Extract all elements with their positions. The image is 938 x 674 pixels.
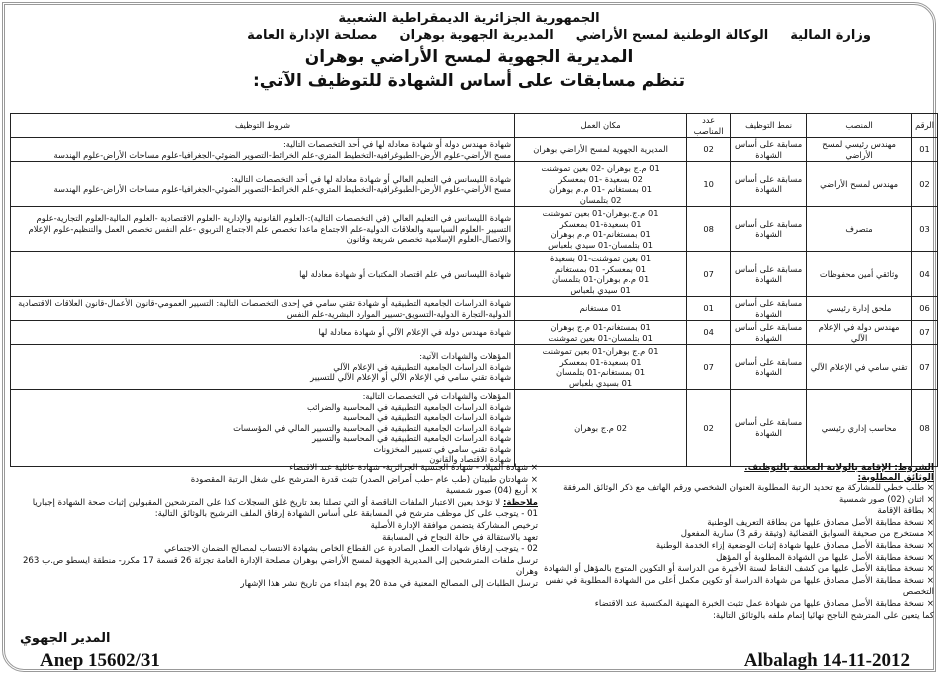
list-item: × بطاقة الإقامة [877, 506, 934, 517]
row-post: ملحق إدارة رئيسي [807, 297, 912, 321]
row-conditions: المؤهلات والشهادات في التخصصات التالية: شهادة الدراسات الجامعية التطبيقية في المحاسبة والضرائب شهادة الدراسات الجامعية التطبيقية في المحاسبة شهادة الدراسات الجامعية التطبيقية في المحاسبة والتسيير المالي في المؤسسات شهادة الدراسات الجامعية التطبيقية في المحاسبة والتسيير شهادة تقني سامي في تسيير المخزونات شهادة الاقتصاد والقانون [11, 390, 515, 467]
col-mode: نمط التوظيف [731, 114, 807, 138]
row-post: وثائقي أمين محفوظات [807, 252, 912, 297]
row-place: 01 م.ج.بوهران-01 بعين تموشنت 01 بسعيدة-01 بمعسكر 01 بمستغانم-01 م.م بوهران 01 بتلمسان-01 سيدي بلعباس [515, 207, 687, 252]
publication-date: Albalagh 14-11-2012 [743, 650, 910, 671]
row-count: 07 [687, 252, 731, 297]
row-place: 01 م.ج بوهران-01 بعين تموشنت 01 بسعيدة-01 بمعسكر 01 بمستغانم-01 بتلمسان 01 بسيدي بلعباس [515, 345, 687, 390]
table-row [11, 252, 938, 297]
note-label: ملاحظة: [502, 497, 538, 508]
requirements [539, 463, 934, 622]
col-place: مكان العمل [515, 114, 687, 138]
service: مصلحة الإدارة العامة [247, 28, 378, 43]
row-count: 01 [687, 297, 731, 321]
list-item: ترخيص المشاركة يتضمن موافقة الإدارة الأصلية [370, 520, 538, 531]
row-mode: مسابقة على أساس الشهادة [731, 345, 807, 390]
row-place: المديرية الجهوية لمسح الأراضي بوهران [515, 138, 687, 162]
row-count: 10 [687, 162, 731, 207]
table-row [11, 297, 938, 321]
row-count: 02 [687, 138, 731, 162]
list-item: كما يتعين على المترشح الناجح نهائيا إتمام ملفه بالوثائق التالية: [712, 610, 934, 621]
row-mode: مسابقة على أساس الشهادة [731, 207, 807, 252]
list-item: × شهادة الميلاد - شهادة الجنسية الجزائرية- شهادة عائلية عند الاقتضاء [289, 463, 538, 473]
requirements-title: الشروط: الإقامة بالولاية المعنية بالتوظيف. [744, 463, 934, 473]
list-item: × أربع (04) صور شمسية [445, 486, 538, 497]
row-number: 03 [912, 207, 938, 252]
ministry-line [0, 27, 938, 44]
republic-line: الجمهورية الجزائرية الديمقراطية الشعبية [338, 11, 600, 26]
col-number: الرقم [912, 114, 938, 138]
table-row [11, 321, 938, 345]
table-row [11, 345, 938, 390]
col-count: عدد المناصب [687, 114, 731, 138]
row-mode: مسابقة على أساس الشهادة [731, 297, 807, 321]
row-post: مهندس لمسح الأراضي [807, 162, 912, 207]
list-item: ترسل ملفات المترشحين إلى المديرية الجهوية لمسح الأراضي بوهران مصلحة الإدارة العامة تجزئة 26 قسمة 17 مكرر- منطقة ايسطو ص.ب 263 وهران [22, 555, 538, 578]
row-number: 04 [912, 252, 938, 297]
row-conditions: المؤهلات والشهادات الآتية: شهادة الدراسات الجامعية التطبيقية في الإعلام الآلي شهادة تقني سامي في الإعلام الآلي أو الإعلام الآلي للتسيير [11, 345, 515, 390]
list-item: × نسخة مطابقة الأصل مصادق عليها من شهادة عمل تثبت الخبرة المهنية المكتسبة عند الاقتضاء [594, 598, 934, 609]
list-item: 01 - يتوجب على كل موظف مترشح في المسابقة على أساس الشهادة إرفاق الملف الترشيح بالوثائق التالية: [154, 509, 538, 520]
positions-table [10, 113, 938, 467]
additional-info [3, 463, 538, 591]
row-number: 08 [912, 390, 938, 467]
row-conditions: شهادة الليسانس في التعليم العالي أو شهادة معادلة لها في أحد التخصصات التالية: مسح الأراضي-علوم الأرض-الطبوغرافية-التخطيط المتري-علم الخرائط-التصوير الضوئي-الجغرافيا-علوم مساحات الأراض-علوم الهندسة [11, 162, 515, 207]
row-count: 02 [687, 390, 731, 467]
agency: الوكالة الوطنية لمسح الأراضي [575, 28, 769, 43]
table-row [11, 138, 938, 162]
table-header [11, 114, 938, 138]
row-number: 07 [912, 321, 938, 345]
row-conditions: شهادة مهندس دولة في الإعلام الآلي أو شهادة معادلة لها [11, 321, 515, 345]
row-conditions: شهادة الليسانس في علم اقتصاد المكتبات أو شهادة معادلة لها [11, 252, 515, 297]
row-number: 06 [912, 297, 938, 321]
col-conditions: شروط التوظيف [11, 114, 515, 138]
row-number: 02 [912, 162, 938, 207]
list-item: × شهادتان طبيتان (طب عام -طب أمراض الصدر) تثبت قدرة المترشح على شغل الرتبة المقصودة [190, 474, 538, 485]
list-item: ترسل الطلبات إلى المصالح المعنية في مدة 20 يوم ابتداء من تاريخ نشر هذا الإشهار [240, 578, 538, 589]
row-mode: مسابقة على أساس الشهادة [731, 252, 807, 297]
ministry: وزارة المالية [790, 28, 871, 43]
list-item: تعهد بالاستقالة في حالة النجاح في المسابقة [382, 532, 538, 543]
list-item: × نسخة مطابقة الأصل مصادق عليها من بطاقة التعريف الوطنية [707, 517, 934, 528]
row-post: تقني سامي في الإعلام الآلي [807, 345, 912, 390]
row-mode: مسابقة على أساس الشهادة [731, 138, 807, 162]
note [3, 498, 538, 510]
table-row [11, 207, 938, 252]
ad-title: المديرية الجهوية لمسح الأراضي بوهران [304, 47, 634, 67]
list-item: × نسخة مطابقة الأصل عليها من كشف النقاط لسنة الأخيرة من الدراسة أو التكوين المتوج بالمؤهل أو الشهادة [544, 564, 934, 575]
row-count: 07 [687, 345, 731, 390]
row-post: مهندس رئيسي لمسح الأراضي [807, 138, 912, 162]
list-item: × اثنان (02) صور شمسية [838, 494, 934, 505]
row-post: مهندس دولة في الإعلام الآلي [807, 321, 912, 345]
header [0, 10, 938, 92]
row-place: 01 بمستغانم-01 م.ج بوهران 01 بتلمسان-01 بعين تموشنت [515, 321, 687, 345]
list-item: × مستخرج من صحيفة السوابق القضائية (وثيقة رقم 3) سارية المفعول [680, 529, 934, 540]
row-number: 01 [912, 138, 938, 162]
row-place: 01 بعين تموشنت-01 بسعيدة 01 بمعسكر- 01 بمستغانم 01 م.م بوهران-01 بتلمسان 01 سيدي بلعباس [515, 252, 687, 297]
directorate: المديرية الجهوية بوهران [399, 28, 554, 43]
documents-title: الوثائق المطلوبة: [857, 473, 934, 483]
row-conditions: شهادة الليسانس في التعليم العالي (في التخصصات التالية):-العلوم القانونية والإدارية -العلوم الاقتصادية -العلوم المالية-العلوم التجارية-علوم التسيير -العلوم السياسية والعلاقات الدولية-علم الاجتماع ماعدا تخصص علم الاجتماع التربوي -علم النفس تخصص العمل والتنظيم-علوم الإعلام والاتصال-العلوم الإسلامية تخصص شريعة وقانون [11, 207, 515, 252]
row-count: 08 [687, 207, 731, 252]
row-number: 07 [912, 345, 938, 390]
list-item: × نسخة مطابقة الأصل مصادق عليها من شهادة الدراسة أو تكوين مكمل أعلى من الشهادة المطلوبة في نفس التخصص [545, 575, 934, 598]
note-text: لا تؤخذ بعين الاعتبار الملفات الناقصة أو التي تصلنا بعد تاريخ غلق السجلات كذا على المترشحين المقبولين إثبات صحة الشهادة إجباريا [32, 497, 503, 508]
row-count: 04 [687, 321, 731, 345]
list-item: × نسخة مطابقة الأصل مصادق عليها شهادة إثبات الوضعية إزاء الخدمة الوطنية [655, 540, 934, 551]
row-place: 02 م.ج بوهران [515, 390, 687, 467]
signature: المدير الجهوي [20, 631, 111, 646]
row-place: 01 مستغانم [515, 297, 687, 321]
col-post: المنصب [807, 114, 912, 138]
row-mode: مسابقة على أساس الشهادة [731, 321, 807, 345]
list-item: 02 - يتوجب إرفاق شهادات العمل الصادرة عن القطاع الخاص بشهادة الانتساب لمصالح الضمان الاجتماعي [164, 544, 538, 555]
anep-ref: Anep 15602/31 [40, 650, 160, 671]
table-row [11, 162, 938, 207]
list-item: × طلب خطي للمشاركة مع تحديد الرتبة المطلوبة العنوان الشخصي ورقم الهاتف مع ذكر الوثائق المرفقة [563, 483, 934, 493]
row-place: 01 م.ج بوهران -02 بعين تموشنت 02 بسعيدة -01 بمعسكر 01 بمستغانم -01 م.م بوهران 02 بتلمسان [515, 162, 687, 207]
ad-subtitle: تنظم مسابقات على أساس الشهادة للتوظيف الآتي: [252, 71, 685, 91]
table-row [11, 390, 938, 467]
row-conditions: شهادة الدراسات الجامعية التطبيقية أو شهادة تقني سامي في إحدى التخصصات التالية: التسيير العمومي-قانون الأعمال-قانون العلاقات الاقتصادية الدولية-التجارة الدولية-التسويق-تسيير الموارد البشرية-علم النفس [11, 297, 515, 321]
row-mode: مسابقة على أساس الشهادة [731, 390, 807, 467]
row-post: محاسب إداري رئيسي [807, 390, 912, 467]
row-post: متصرف [807, 207, 912, 252]
row-conditions: شهادة مهندس دولة أو شهادة معادلة لها في أحد التخصصات التالية: مسح الأراضي-علوم الأرض-الطبوغرافية-التخطيط المتري-علم الخرائط-التصوير الضوئي-الجغرافيا-علوم مساحات الأراض-علوم الهندسة [11, 138, 515, 162]
row-mode: مسابقة على أساس الشهادة [731, 162, 807, 207]
list-item: × نسخة مطابقة الأصل عليها من الشهادة المطلوبة أو المؤهل [716, 552, 934, 563]
